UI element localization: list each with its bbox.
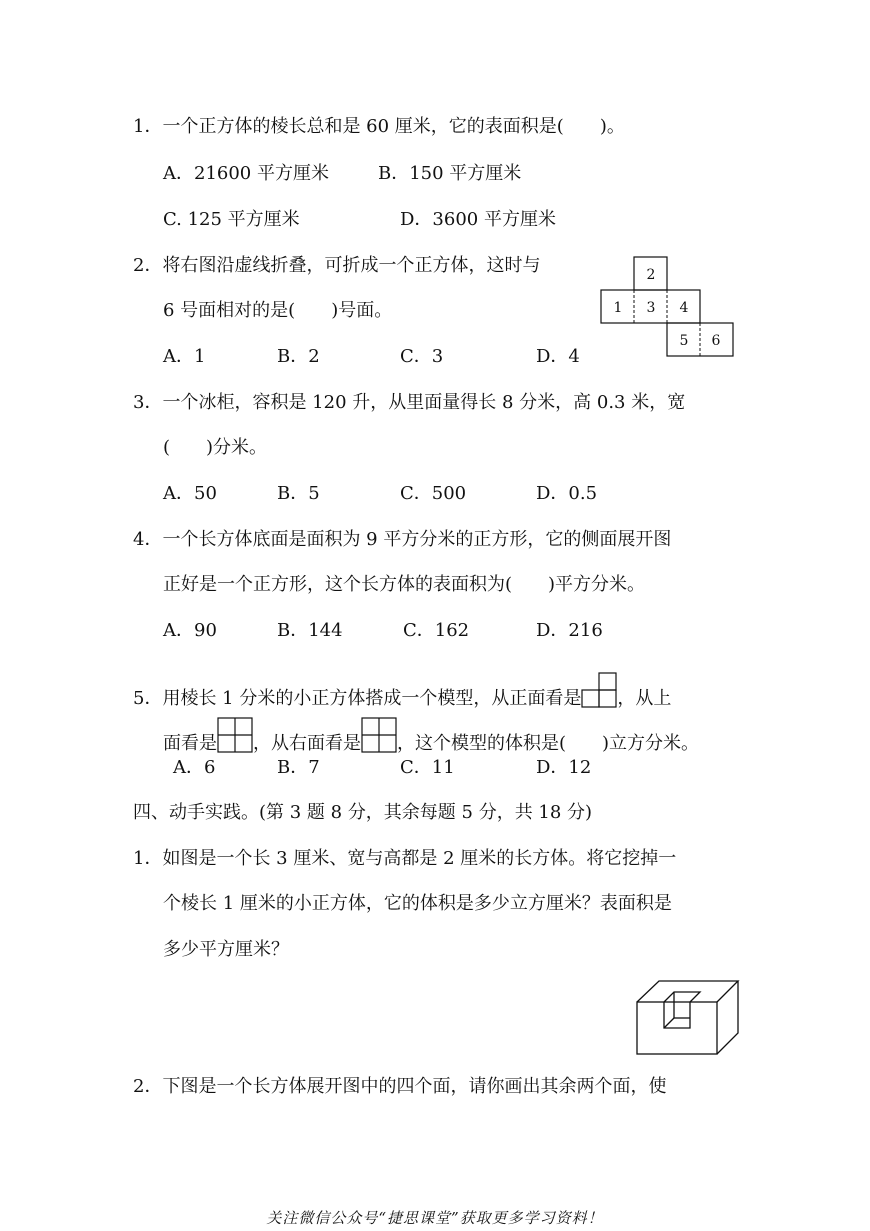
- q3-option-d: D．0.5: [536, 483, 598, 504]
- q5-option-b: B．7: [277, 757, 320, 778]
- q2-option-a: A．1: [163, 346, 206, 367]
- q3-stem-line2: ( )分米。: [163, 437, 268, 458]
- q1-option-d: D．3600 平方厘米: [400, 209, 556, 230]
- q2-stem-line2: 6 号面相对的是( )号面。: [163, 300, 393, 321]
- q2-option-b: B．2: [277, 346, 320, 367]
- net-label-1: 1: [613, 300, 623, 316]
- top-view-icon: [217, 717, 253, 753]
- q5-option-c: C．11: [400, 757, 455, 778]
- q4-stem-line1: 4．一个长方体底面是面积为 9 平方分米的正方形，它的侧面展开图: [133, 529, 672, 550]
- right-view-icon: [361, 717, 397, 753]
- cube-net-figure: [598, 254, 738, 358]
- front-view-icon: [581, 672, 617, 708]
- q5-stem-line2-part-c: ，这个模型的体积是( )立方分米。: [397, 733, 700, 754]
- q3-option-a: A．50: [163, 483, 217, 504]
- q5-stem-line2-part-a: 面看是: [163, 733, 217, 754]
- q2-stem-line1: 2．将右图沿虚线折叠，可折成一个正方体，这时与: [133, 255, 541, 276]
- q1-stem: 1．一个正方体的棱长总和是 60 厘米，它的表面积是( )。: [133, 116, 625, 137]
- q4-option-a: A．90: [163, 620, 217, 641]
- q2-option-d: D．4: [536, 346, 580, 367]
- s4-q2-line1: 2．下图是一个长方体展开图中的四个面，请你画出其余两个面，使: [133, 1076, 667, 1097]
- s4-q1-line3: 多少平方厘米？: [163, 939, 289, 960]
- section4-heading: 四、动手实践。(第 3 题 8 分，其余每题 5 分，共 18 分): [133, 802, 593, 823]
- net-label-2: 2: [646, 267, 656, 283]
- q5-option-a: A．6: [173, 757, 216, 778]
- hollowed-cuboid-figure: [634, 978, 742, 1058]
- q5-stem-line2-part-b: ，从右面看是: [253, 733, 361, 754]
- q3-option-c: C．500: [400, 483, 467, 504]
- q4-option-d: D．216: [536, 620, 603, 641]
- q4-option-b: B．144: [277, 620, 343, 641]
- q3-stem-line1: 3．一个冰柜，容积是 120 升，从里面量得长 8 分米，高 0.3 米，宽: [133, 392, 686, 413]
- net-label-5: 5: [679, 333, 689, 349]
- q5-stem-line1-part-a: 5．用棱长 1 分米的小正方体搭成一个模型，从正面看是: [133, 688, 582, 709]
- q5-stem-line1-part-b: ，从上: [617, 688, 672, 709]
- q5-stem-line2: [163, 717, 699, 755]
- q3-option-b: B．5: [277, 483, 320, 504]
- q4-stem-line2: 正好是一个正方形，这个长方体的表面积为( )平方分米。: [163, 574, 646, 595]
- footer-note: 关注微信公众号“捷思课堂”获取更多学习资料！: [266, 1209, 604, 1227]
- net-label-3: 3: [646, 300, 656, 316]
- q5-option-d: D．12: [536, 757, 592, 778]
- net-label-4: 4: [679, 300, 689, 316]
- net-label-6: 6: [711, 333, 721, 349]
- q5-stem-line1: [133, 672, 671, 710]
- q1-option-b: B．150 平方厘米: [378, 163, 522, 184]
- q1-option-a: A．21600 平方厘米: [163, 163, 329, 184]
- q4-option-c: C．162: [403, 620, 470, 641]
- s4-q1-line1: 1．如图是一个长 3 厘米、宽与高都是 2 厘米的长方体。将它挖掉一: [133, 848, 677, 869]
- q1-option-c: C. 125 平方厘米: [163, 209, 300, 230]
- q2-option-c: C．3: [400, 346, 444, 367]
- s4-q1-line2: 个棱长 1 厘米的小正方体，它的体积是多少立方厘米？表面积是: [163, 893, 672, 914]
